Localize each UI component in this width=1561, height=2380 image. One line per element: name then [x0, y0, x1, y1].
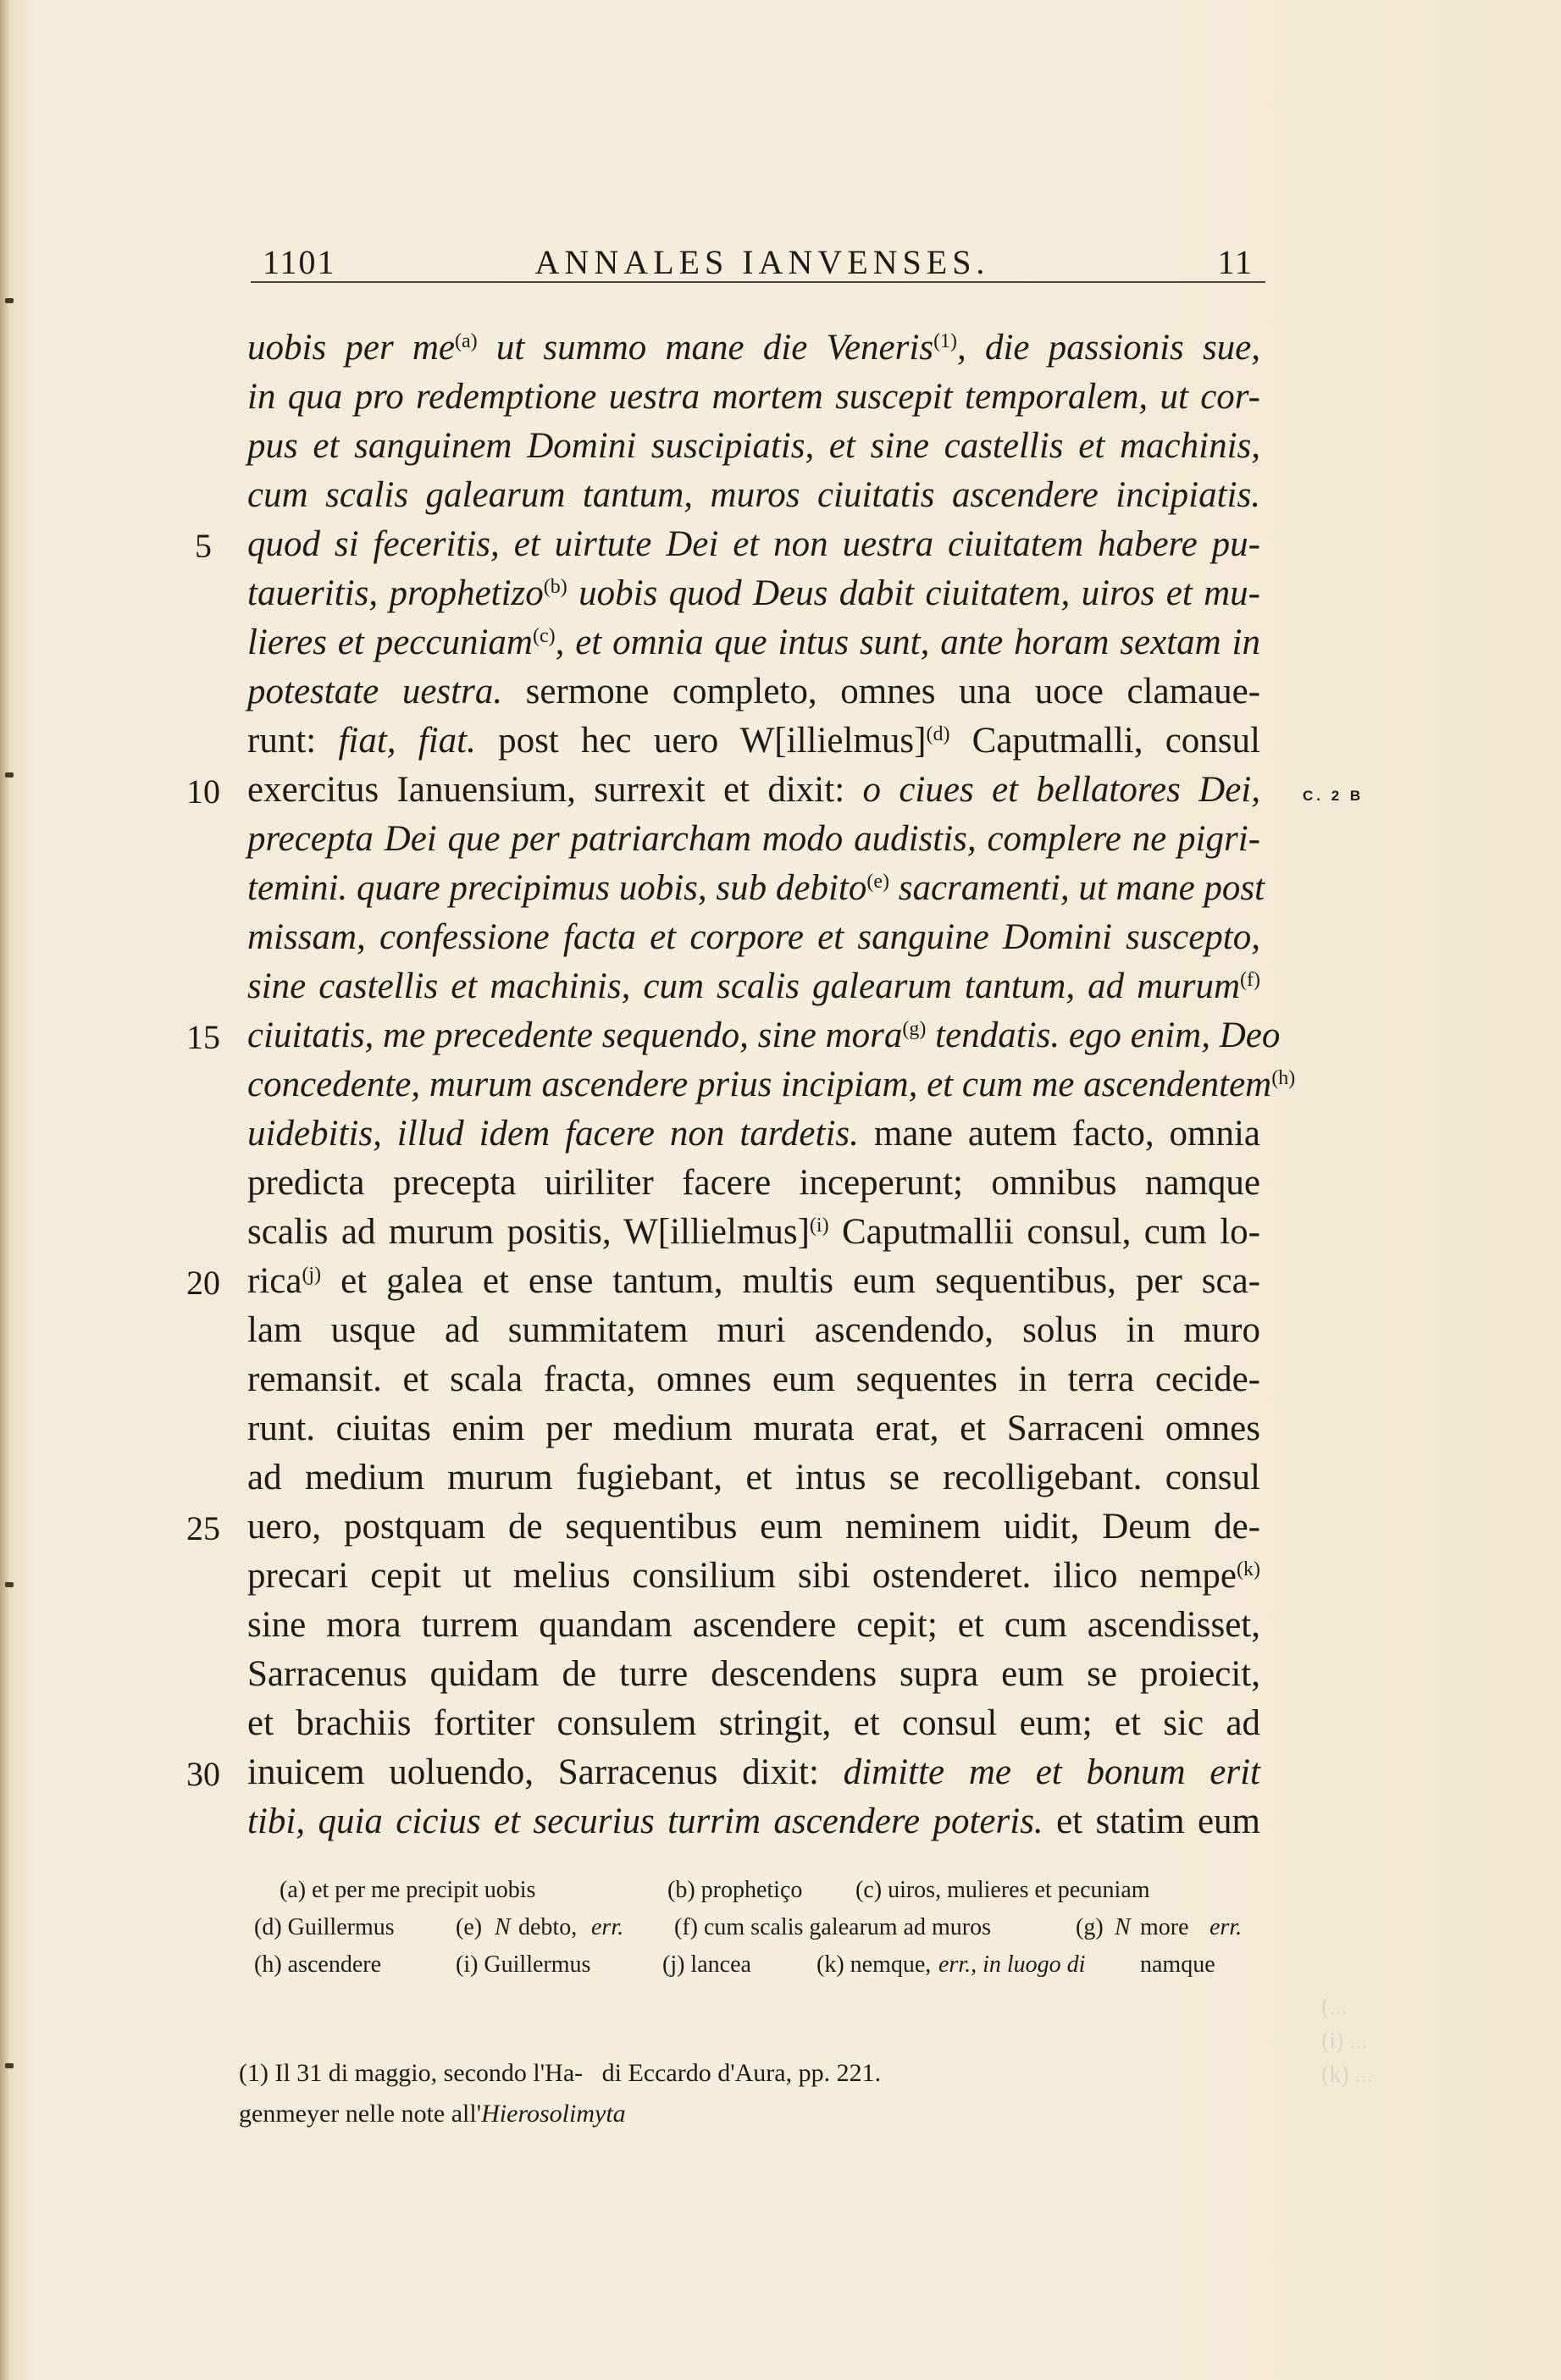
- text-line: cum scalis galearum tantum, muros ciuitatis ascendere incipiatis.: [247, 475, 1260, 515]
- binding-mark: [5, 298, 14, 303]
- apparatus-note: namque: [1140, 1951, 1215, 1978]
- line-number: 25: [186, 1509, 220, 1547]
- text-line: in qua pro redemptione uestra mortem suscepit temporalem, ut cor-: [247, 377, 1260, 417]
- bleed-through-text: (... (i) ... (k) ...: [1321, 1994, 1373, 2088]
- text-line: tibi, quia cicius et securius turrim ascendere poteris. et statim eum: [247, 1802, 1261, 1841]
- text-line: ad medium murum fugiebant, et intus se recolligebant. consul: [247, 1458, 1260, 1497]
- text-line: potestate uestra. sermone completo, omnes una uoce clamaue-: [247, 672, 1261, 711]
- footnote-line: genmeyer nelle note all'Hierosolimyta: [239, 2100, 626, 2128]
- apparatus-note: (d) Guillermus: [254, 1914, 395, 1940]
- apparatus-note: (f) cum scalis galearum ad muros: [674, 1914, 991, 1940]
- header-year: 1101: [263, 243, 336, 281]
- text-line: pus et sanguinem Domini suscipiatis, et sine castellis et machinis,: [247, 426, 1260, 466]
- text-line: quod si feceritis, et uirtute Dei et non uestra ciuitatem habere pu-: [247, 524, 1260, 564]
- apparatus-note: debto,: [518, 1914, 578, 1940]
- line-number: 15: [186, 1018, 220, 1056]
- apparatus-note: err.: [591, 1914, 624, 1940]
- text-line: exercitus Ianuensium, surrexit et dixit: o ciues et bellatores Dei,: [247, 770, 1260, 810]
- text-line: lieres et peccuniam$^{(c)}$, et omnia que intus sunt, ante horam sextam in: [247, 623, 1260, 662]
- text-line: inuicem uoluendo, Sarracenus dixit: dimitte me et bonum erit: [247, 1752, 1260, 1792]
- apparatus-note: (a) et per me precipit uobis: [280, 1877, 536, 1903]
- page-spine-shadow: [0, 0, 8, 2380]
- binding-mark: [5, 2063, 14, 2068]
- apparatus-row: [254, 1946, 1254, 1984]
- running-header: [263, 242, 1262, 285]
- apparatus-note: (b) prophetiço: [667, 1877, 803, 1903]
- apparatus-note: err., in luogo di: [938, 1951, 1086, 1978]
- text-line: rica$^{(j)}$ et galea et ense tantum, multis eum sequentibus, per sca-: [247, 1261, 1260, 1301]
- text-line: concedente, murum ascendere prius incipiam, et cum me ascendentem$^{(h)}$: [247, 1065, 1296, 1104]
- text-line: uero, postquam de sequentibus eum neminem uidit, Deum de-: [247, 1507, 1260, 1547]
- text-line: taueritis, prophetizo$^{(b)}$ uobis quod Deus dabit ciuitatem, uiros et mu-: [247, 573, 1260, 613]
- text-line: lam usque ad summitatem muri ascendendo, solus in muro: [247, 1310, 1260, 1350]
- apparatus-note: err.: [1209, 1914, 1243, 1940]
- text-line: sine castellis et machinis, cum scalis galearum tantum, ad murum$^{(f)}$: [247, 966, 1260, 1006]
- apparatus-note: N: [1115, 1914, 1131, 1940]
- text-line: predicta precepta uiriliter facere inceperunt; omnibus namque: [247, 1163, 1260, 1203]
- header-rule: [251, 281, 1265, 283]
- apparatus-note: (c) uiros, mulieres et pecuniam: [855, 1877, 1150, 1903]
- apparatus-note: (j) lancea: [662, 1951, 751, 1978]
- apparatus-note: (g): [1076, 1914, 1104, 1940]
- text-line: precepta Dei que per patriarcham modo audistis, complere ne pigri-: [247, 819, 1260, 859]
- apparatus-row: [254, 1872, 1254, 1909]
- binding-mark: [5, 772, 14, 778]
- text-line: missam, confessione facta et corpore et sanguine Domini suscepto,: [247, 917, 1260, 957]
- margin-reference: C. 2 B: [1303, 788, 1364, 804]
- line-number: 5: [195, 527, 212, 565]
- text-line: ciuitatis, me precedente sequendo, sine mora$^{(g)}$ tendatis. ego enim, Deo: [247, 1016, 1281, 1055]
- apparatus-note: more: [1140, 1914, 1189, 1940]
- line-number: 10: [186, 772, 220, 811]
- apparatus-note: (e): [456, 1914, 483, 1940]
- text-line: precari cepit ut melius consilium sibi ostenderet. ilico nempe$^{(k)}$: [247, 1556, 1260, 1596]
- text-line: remansit. et scala fracta, omnes eum sequentes in terra cecide-: [247, 1359, 1260, 1399]
- apparatus-note: (i) Guillermus: [456, 1951, 591, 1978]
- header-title: ANNALES IANVENSES.: [534, 243, 990, 281]
- apparatus-note: N: [495, 1914, 511, 1940]
- text-line: Sarracenus quidam de turre descendens supra eum se proiecit,: [247, 1654, 1260, 1694]
- footnote-line: (1) Il 31 di maggio, secondo l'Ha- di Eccardo d'Aura, pp. 221.: [239, 2059, 882, 2087]
- text-line: temini. quare precipimus uobis, sub debito$^{(e)}$ sacramenti, ut mane post: [247, 868, 1265, 908]
- text-line: et brachiis fortiter consulem stringit, et consul eum; et sic ad: [247, 1703, 1260, 1743]
- binding-mark: [5, 1582, 14, 1587]
- text-line: uobis per $me^{(a)}$ ut summo mane die Veneris$^{(1)}$, die passionis sue,: [247, 328, 1261, 368]
- text-line: runt: fiat, fiat. post hec uero W[illielmus]$^{(d)}$ Caputmalli, consul: [247, 721, 1260, 761]
- text-line: sine mora turrem quandam ascendere cepit; et cum ascendisset,: [247, 1605, 1260, 1645]
- text-line: runt. ciuitas enim per medium murata erat, et Sarraceni omnes: [247, 1409, 1260, 1448]
- apparatus-note: (k) nemque,: [816, 1951, 932, 1978]
- line-number: 30: [186, 1755, 220, 1793]
- apparatus-row: [254, 1909, 1254, 1946]
- text-line: uidebitis, illud idem facere non tardetis. mane autem facto, omnia: [247, 1114, 1261, 1154]
- header-page-number: 11: [1217, 243, 1254, 281]
- apparatus-note: (h) ascendere: [254, 1951, 382, 1978]
- line-number: 20: [186, 1264, 220, 1302]
- text-line: scalis ad murum positis, W[illielmus]$^{(i)}$ Caputmallii consul, cum lo-: [247, 1212, 1260, 1252]
